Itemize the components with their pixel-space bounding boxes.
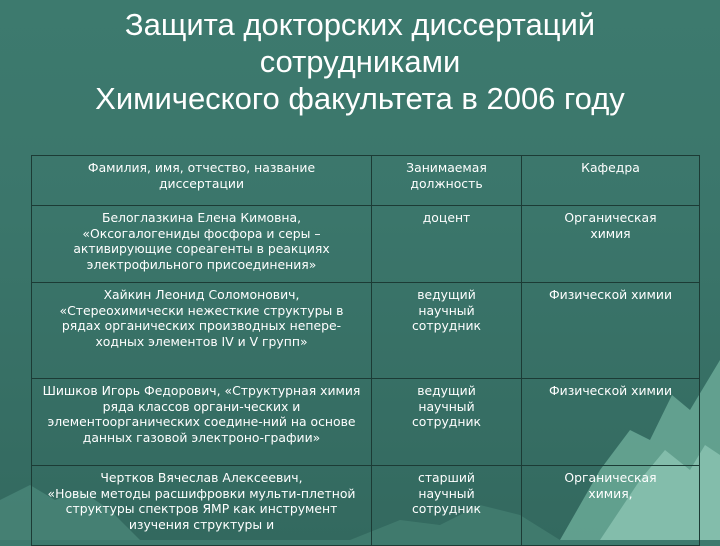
dissertation-title: «Структурная химия ряда классов органи-ческих и элементоорганических соедине-ний на основе данных газовой электроно-графии» [47,383,361,445]
person-name: Чертков Вячеслав Алексеевич, [100,470,303,485]
name-cell [32,466,372,546]
person-name: Белоглазкина Елена Кимовна, [101,210,302,225]
table-header-row [32,156,700,206]
table-row [32,283,700,379]
table-row [32,206,700,283]
person-name: Хайкин Леонид Соломонович, [103,287,300,302]
person-name: Шишков Игорь Федорович, [42,383,221,398]
slide-title [0,6,720,117]
name-cell [32,283,372,379]
position-cell: доцент [372,206,522,283]
department-cell: Органическая химия, [522,466,700,546]
department-cell: Физической химии [522,379,700,466]
department-cell: Физической химии [522,283,700,379]
title-line-1: Защита докторских диссертаций [124,7,596,42]
dissertation-title: «Новые методы расшифровки мульти-плетной структуры спектров ЯМР как инструмент изучения структуры и [47,485,356,532]
table-row [32,379,700,466]
position-cell: ведущий научный сотрудник [372,283,522,379]
position-cell: старший научный сотрудник [372,466,522,546]
dissertations-table [31,155,700,546]
header-department: Кафедра [522,156,700,206]
title-line-3: Химического факультета в 2006 году [95,81,625,116]
name-cell [32,379,372,466]
dissertation-title: «Стереохимически нежесткие структуры в рядах органических производных непере-ходных элементов IV и V групп» [59,302,344,349]
header-position: Занимаемая должность [372,156,522,206]
header-name: Фамилия, имя, отчество, название диссертации [32,156,372,206]
table-row [32,466,700,546]
dissertation-title: «Оксогалогениды фосфора и серы – активирующие сореагенты в реакциях электрофильного присоединения» [73,225,330,272]
name-cell [32,206,372,283]
department-cell: Органическая химия [522,206,700,283]
position-cell: ведущий научный сотрудник [372,379,522,466]
title-line-2: сотрудниками [259,44,461,79]
